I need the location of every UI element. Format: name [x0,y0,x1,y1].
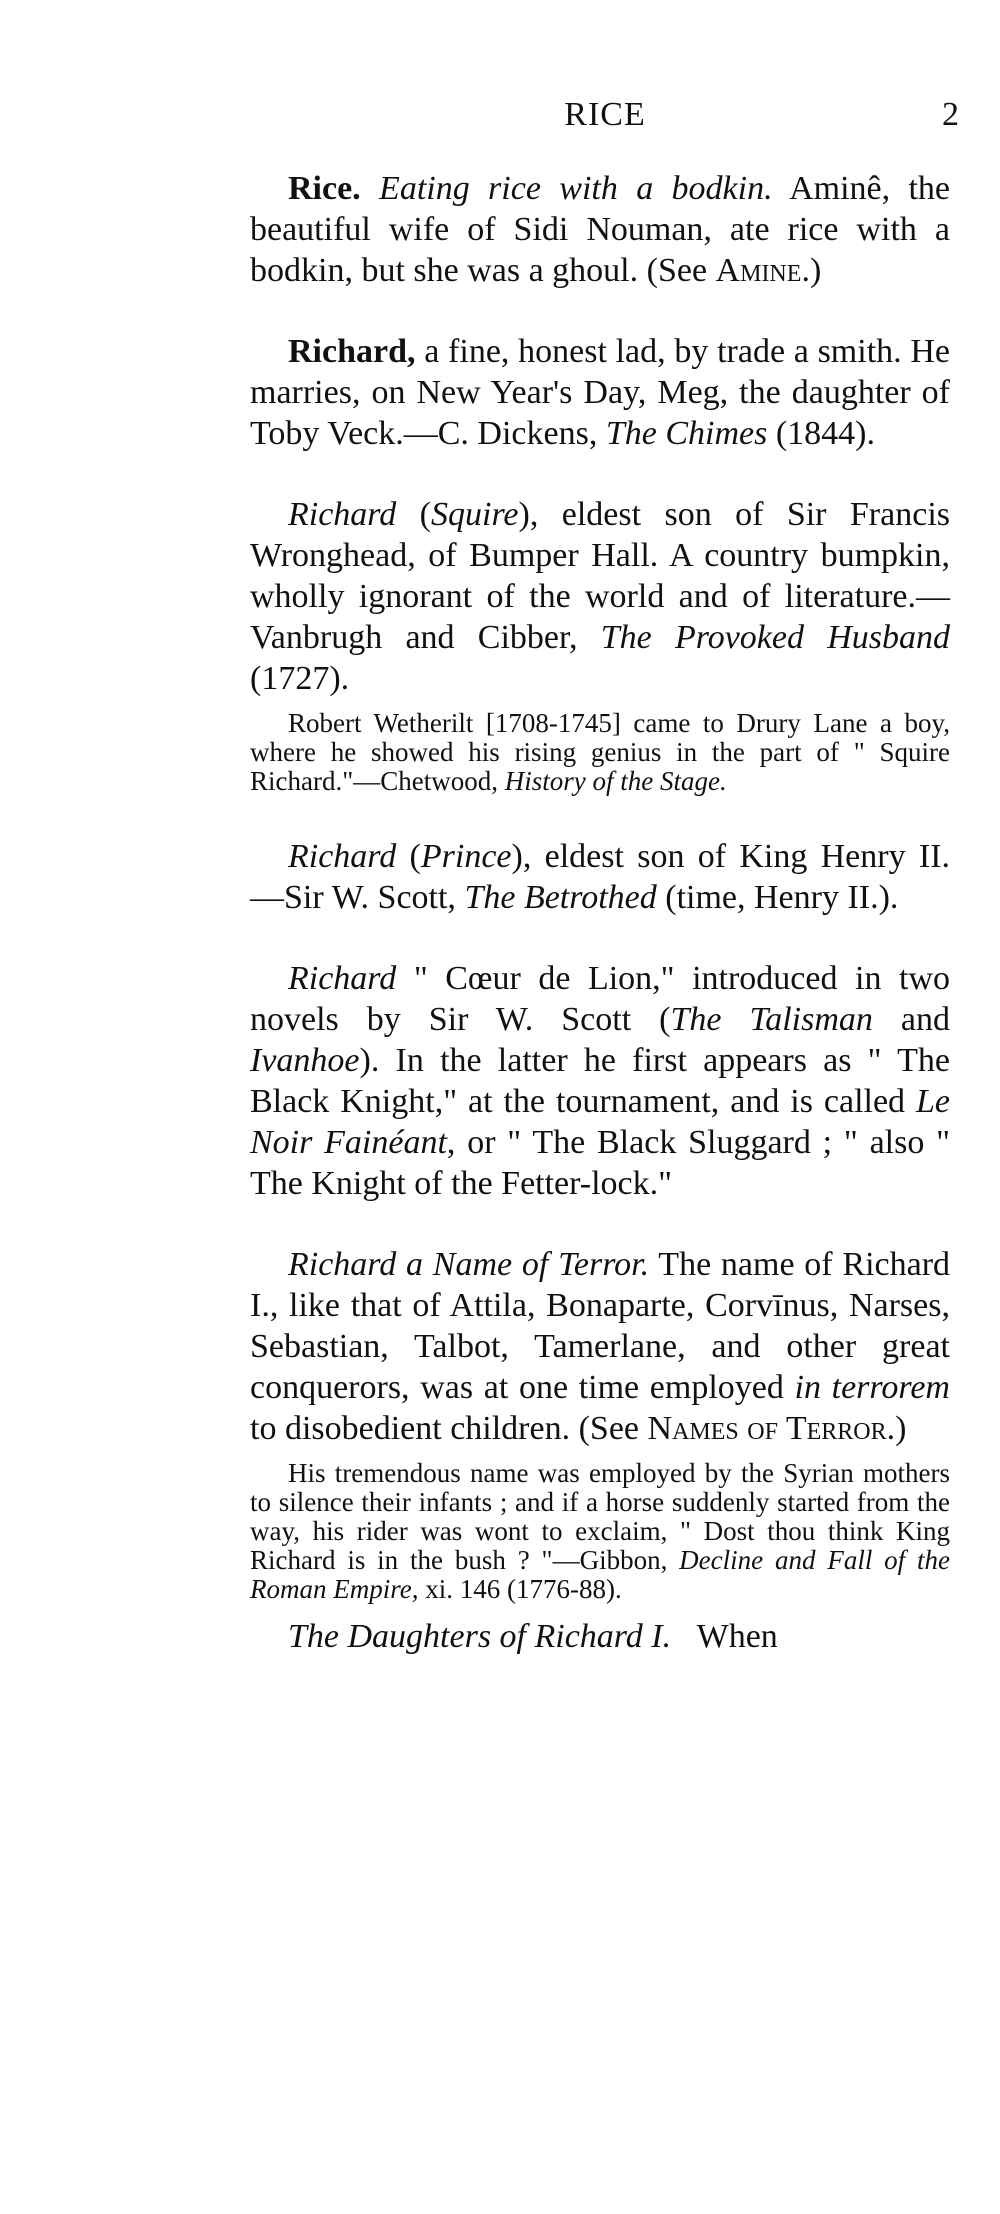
quotation-gibbon [250,1459,950,1604]
work-title: The Betrothed [464,879,657,916]
entry-richard-name-of-terror [250,1244,950,1449]
entry-body: Aminê, the beautiful wife of Sidi Nouman, ate rice with a bodkin, but she was a ghoul. (See [250,170,951,289]
cross-reference: Names of Terror [647,1410,887,1447]
entry-headword: Richard [288,960,397,997]
entry-tail: .) [801,252,822,289]
epithet: Le Noir Fainéant [250,1083,950,1161]
entry-body: , eldest son of King Henry II.—Sir W. Scott, [250,838,950,916]
entry-daughters-of-richard [250,1616,950,1657]
entry-body: ). In the latter he first appears as " The Black Knight," at the tournament, and is called [250,1042,950,1120]
work-title: The Talisman [670,1001,873,1038]
entry-tail: (1844). [775,415,875,452]
entry-body: When [696,1618,778,1655]
entry-headword: Richard a Name of Terror. [288,1246,650,1283]
entry-body: , eldest son of Sir Francis Wronghead, of Bumper Hall. A country bumpkin, wholly ignorant of the world and of literature.—Vanbrugh and Cibber, [250,496,950,656]
latin-phrase: in terrorem [794,1369,950,1406]
entry-richard-smith [250,331,950,454]
quotation-tail: xi. 146 (1776-88). [425,1574,622,1604]
entry-tail: (1727). [250,660,350,697]
quotation-source: History of the Stage. [504,766,727,796]
entry-body: to disobedient children. (See [250,1410,648,1447]
entry-richard-coeur-de-lion [250,958,950,1204]
entry-rice [250,168,950,291]
entry-subhead: Eating rice with a bodkin. [379,170,773,207]
entry-headword: Richard, [288,333,416,370]
entry-tail: .) [886,1410,907,1447]
entry-body: a fine, honest lad, by trade a smith. He marries, on New Year's Day, Meg, the daughter of Toby Veck.—C. Dickens, [250,333,951,452]
quotation-text: His tremendous name was employed by the Syrian mothers to silence their infants ; and if a horse suddenly started from the way, his rider was wont to exclaim, " Dost thou think King Richard is in the bush ? "—Gibbon, [250,1458,950,1575]
dictionary-text [250,168,950,1697]
entry-headword: Richard [288,496,397,533]
work-title: The Chimes [605,415,768,452]
quotation-source: Decline and Fall of the Roman Empire, [250,1545,950,1604]
cross-reference: Amine [715,252,802,289]
entry-richard-prince: Richard (Prince), eldest son of King Henry II.—Sir W. Scott, The Betrothed (time, Henry II.). [250,838,950,916]
entry-conjunction: and [900,1001,950,1038]
entry-qualifier: Prince [420,838,512,875]
entry-richard-squire: Richard (Squire), eldest son of Sir Francis Wronghead, of Bumper Hall. A country bumpkin, wholly ignorant of the world and of literature.—Vanbrugh and Cibber, The Provoked Husband (1727). [250,496,951,697]
entry-headword: Rice. [288,170,361,207]
entry-tail: (time, Henry II.). [665,879,899,916]
work-title: The Provoked Husband [600,619,951,656]
entry-body: , or " The Black Sluggard ; " also " The Knight of the Fetter-lock." [250,1124,951,1202]
page-number: 2 [942,96,960,133]
entry-body: " Cœur de Lion," introduced in two novels by Sir W. Scott ( [250,960,951,1038]
work-title: Ivanhoe [250,1042,360,1079]
quotation-text: Robert Wetherilt [1708-1745] came to Drury Lane a boy, where he showed his rising genius in the part of " Squire Richard."—Chetwood, [250,708,950,796]
quotation-chetwood [250,709,950,796]
entry-headword: The Daughters of Richard I. [288,1618,672,1655]
entry-qualifier: Squire [431,496,519,533]
running-head-title: RICE [564,96,646,133]
entry-body: The name of Richard I., like that of Attila, Bonaparte, Corvīnus, Narses, Sebastian, Talbot, Tamerlane, and other great conquerors, was at one time employed [250,1246,951,1406]
entry-headword: Richard [288,838,397,875]
running-header [250,96,960,140]
